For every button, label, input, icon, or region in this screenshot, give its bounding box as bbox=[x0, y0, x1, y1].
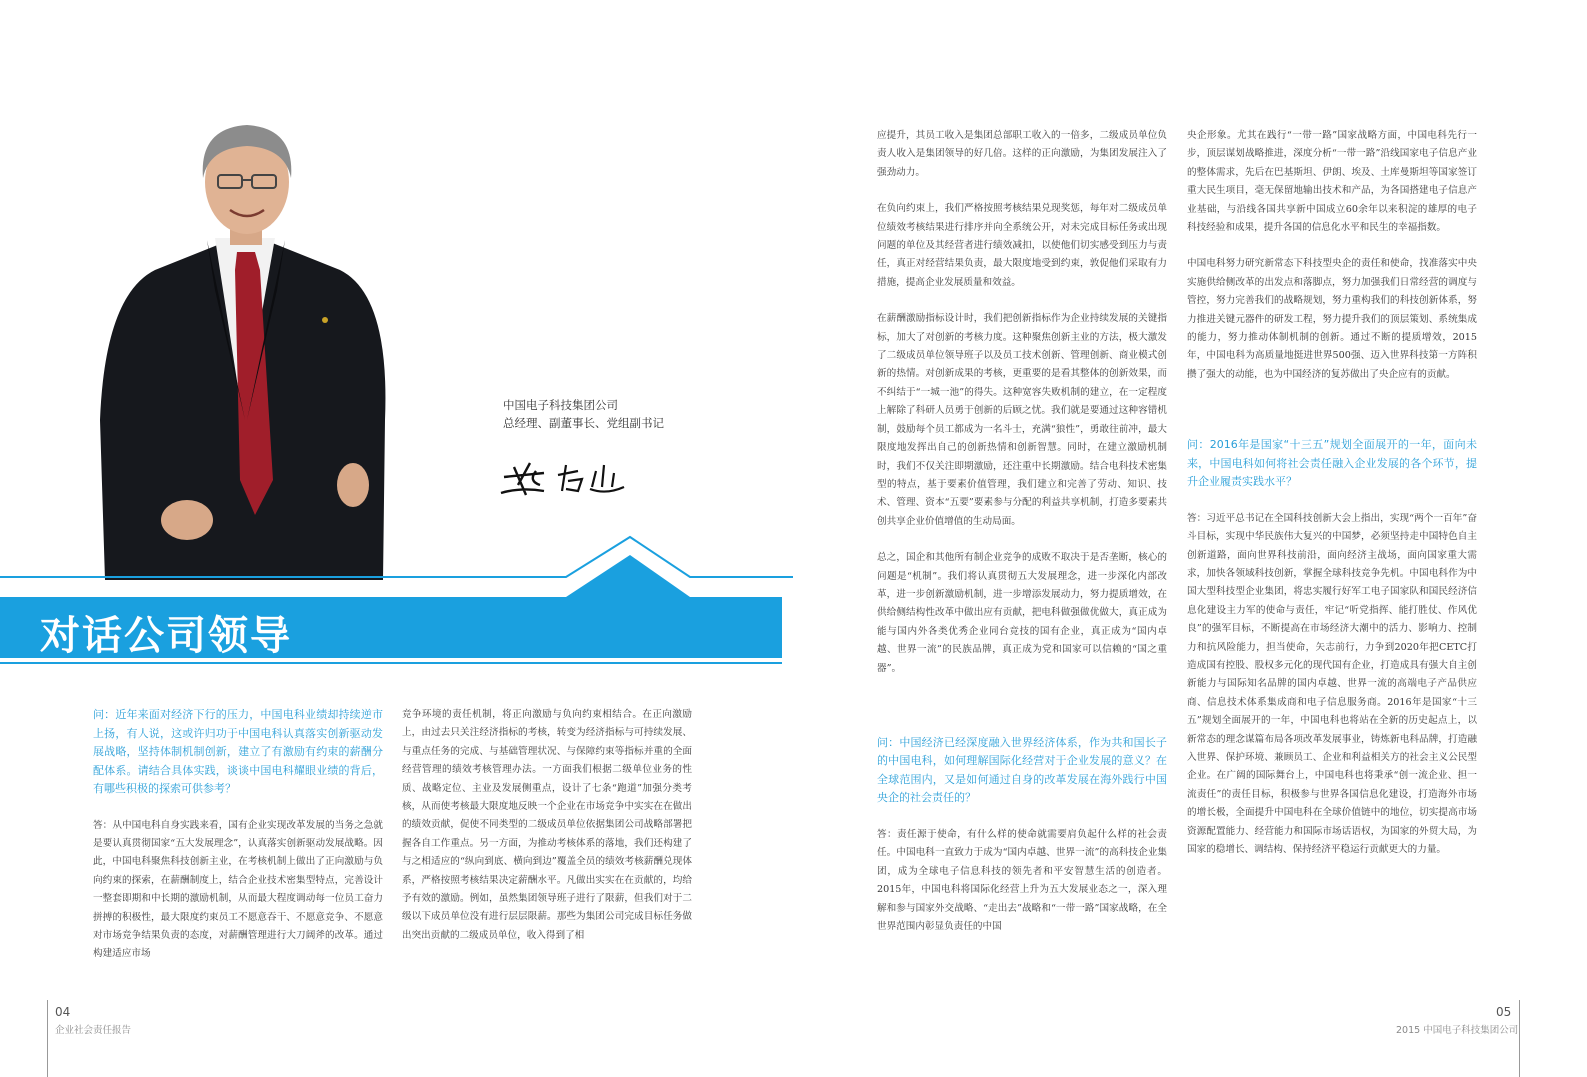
right-column-1 bbox=[877, 127, 1167, 954]
left-column-1 bbox=[93, 706, 383, 982]
answer-1: 答：从中国电科自身实践来看，国有企业实现改革发展的当务之急就是要认真贯彻国家“五大发展理念”，认真落实创新驱动发展战略。因此，中国电科聚焦科技创新主业，在考核机制上做出了正向激励与负向约束的探索，在薪酬制度上，结合企业技术密集型特点，完善设计一整套即期和中长期的激励机制，从而最大程度调动每一位员工奋力拼搏的积极性，最大限度约束员工不愿意吞干、不愿意竞争、不愿意对市场竞争结果负责的态度，对薪酬管理进行大刀阔斧的改革。通过构建适应市场 bbox=[93, 819, 383, 960]
spacer bbox=[1187, 402, 1477, 436]
caption-company: 中国电子科技集团公司 bbox=[503, 398, 618, 412]
question-3: 问：2016年是国家“十三五”规划全面展开的一年，面向未来，中国电科如何将社会责任融入企业发展的各个环节，提升企业履责实践水平？ bbox=[1187, 438, 1477, 489]
answer-1-para-a: 应提升，其员工收入是集团总部职工收入的一倍多，二级成员单位负责人收入是集团领导的好几倍。这样的正向激励，为集团发展注入了强劲动力。 bbox=[877, 130, 1167, 178]
answer-2: 答：责任源于使命，有什么样的使命就需要肩负起什么样的社会责任。中国电科一直致力于成为“国内卓越、世界一流”的高科技企业集团，成为全球电子信息科技的领先者和平安智慧生活的创造者。2015年，中国电科将国际化经营上升为五大发展业态之一，深入理解和参与国家外交战略、“走出去”战略和“一带一路”国家战略，在全世界范围内彰显负责任的中国 bbox=[877, 828, 1167, 932]
answer-1-para-d: 总之，国企和其他所有制企业竞争的成败不取决于是否垄断，核心的问题是“机制”。我们将认真贯彻五大发展理念，进一步深化内部改革，进一步创新激励机制，进一步增添发展动力，努力提质增效，在供给侧结构性改革中做出应有贡献，把电科做强做优做大，真正成为能与国内外各类优秀企业同台竞技的国有企业，真正成为“国内卓越、世界一流”的民族品牌，真正成为党和国家可以信赖的“国之重器”。 bbox=[877, 552, 1167, 674]
answer-2-para-a: 央企形象。尤其在践行“一带一路”国家战略方面，中国电科先行一步，顶层谋划战略推进，深度分析“一带一路”沿线国家电子信息产业的整体需求，先后在巴基斯坦、伊朗、埃及、土库曼斯坦等国家签订重大民生项目，毫无保留地输出技术和产品，为各国搭建电子信息产业基础，与沿线各国共享新中国成立60余年以来积淀的雄厚的电子科技经验和成果，提升各国的信息化水平和民生的幸福指数。 bbox=[1187, 130, 1477, 234]
answer-2-para-b: 中国电科努力研究新常态下科技型央企的责任和使命，找准落实中央实施供给侧改革的出发点和落脚点，努力加强我们日常经营的调度与管控，努力完善我们的战略规划，努力重构我们的科技创新体系，努力推进关键元器件的研发工程，努力提升我们的顶层策划、系统集成的能力，努力推动体制机制的创新。通过不断的提质增效，2015年，中国电科为高质量地挺进世界500强、迈入世界科技第一方阵积攒了强大的动能，也为中国经济的复苏做出了央企应有的贡献。 bbox=[1187, 258, 1477, 380]
footer-rule-left bbox=[47, 1000, 48, 1077]
footer-label-right: 2015 中国电子科技集团公司 bbox=[1396, 1025, 1519, 1036]
banner-title: 对话公司领导 bbox=[40, 613, 292, 659]
footer-rule-right bbox=[1519, 1000, 1520, 1077]
right-column-2 bbox=[1187, 127, 1477, 878]
answer-1-continued: 竞争环境的责任机制，将正向激励与负向约束相结合。在正向激励上，由过去只关注经济指标的考核，转变为经济指标与可持续发展、与重点任务的完成、与基础管理状况、与保障约束等指标并重的全面经营管理的绩效考核管理办法。一方面我们根据二级单位业务的性质、战略定位、主业及发展侧重点，设计了七条“跑道”加强分类考核，从而使考核最大限度地反映一个企业在市场竞争中实实在在做出的绩效贡献，促使不同类型的二级成员单位依据集团公司战略部署把握各自工作重点。另一方面，为推动考核体系的落地，我们还构建了与之相适应的“纵向到底、横向到边”覆盖全员的绩效考核薪酬兑现体系，严格按照考核结果决定薪酬水平。凡做出实实在在贡献的，均给予有效的激励。例如，虽然集团领导班子进行了限薪，但我们对于二级以下成员单位没有进行层层限薪。那些为集团公司完成目标任务做出突出贡献的二级成员单位，收入得到了相 bbox=[402, 709, 692, 941]
answer-1-para-c: 在薪酬激励指标设计时，我们把创新指标作为企业持续发展的关键指标，加大了对创新的考核力度。这种聚焦创新主业的方法，极大激发了二级成员单位领导班子以及员工技术创新、管理创新、商业模式创新的热情。对创新成果的考核，更重要的是看其整体的创新效果，而不纠结于“一城一池”的得失。这种宽容失败机制的建立，在一定程度上解除了科研人员勇于创新的后顾之忧。我们就是要通过这种容错机制，鼓励每个员工都成为一名斗士，充满“狼性”，勇敢往前冲，最大限度地发挥出自己的创新热情和创新智慧。同时，在建立激励机制时，我们不仅关注即期激励，还注重中长期激励。结合电科技术密集型的特点，基于要素价值管理，我们建立和完善了劳动、知识、技术、管理、资本“五要”要素参与分配的利益共享机制，打造多要素共创共享企业价值增值的生动局面。 bbox=[877, 313, 1167, 527]
question-2: 问：中国经济已经深度融入世界经济体系，作为共和国长子的中国电科，如何理解国际化经营对于企业发展的意义？在全球范围内，又是如何通过自身的改革发展在海外践行中国央企的社会责任的？ bbox=[877, 735, 1167, 805]
footer-label-left: 企业社会责任报告 bbox=[55, 1025, 132, 1036]
question-1: 问：近年来面对经济下行的压力，中国电科业绩却持续逆市上扬，有人说，这或许归功于中国电科认真落实创新驱动发展战略，坚持体制机制创新，建立了有激励有约束的薪酬分配体系。请结合具体实践，谈谈中国电科耀眼业绩的背后，有哪些积极的探索可供参考？ bbox=[93, 708, 383, 795]
left-column-2 bbox=[402, 706, 692, 963]
answer-3: 答：习近平总书记在全国科技创新大会上指出，实现“两个一百年”奋斗目标，实现中华民族伟大复兴的中国梦，必须坚持走中国特色自主创新道路，面向世界科技前沿，面向经济主战场，面向国家重大需求，加快各领域科技创新，掌握全球科技竞争先机。中国电科作为中国大型科技型企业集团，将忠实履行好军工电子国家队和国民经济信息化建设主力军的使命与责任，牢记“听党指挥、能打胜仗、作风优良”的强军目标，不断提高在市场经济大潮中的活力、影响力、控制力和抗风险能力，担当使命，矢志前行，力争到2020年把CETC打造成国有控股、股权多元化的现代国有企业，打造成具有强大自主创新能力与国际知名品牌的国内卓越、世界一流的高端电子产品供应商、信息技术体系集成商和电子信息服务商。2016年是国家“十三五”规划全面展开的一年，中国电科也将站在全新的历史起点上，以新常态的理念谋篇布局各项改革发展事业，铸炼新电科品牌，打造融入世界、保护环境、兼顾员工、企业和利益相关方的社会主义公民型企业。在广阔的国际舞台上，中国电科也将秉承“创一流企业、担一流责任”的责任目标，积极参与世界各国信息化建设，打造海外市场的增长极，全面提升中国电科在全球价值链中的地位，切实提高市场资源配置能力、经营能力和国际市场话语权，为国家的外贸大局，为国家的稳增长、调结构、保持经济平稳运行贡献更大的力量。 bbox=[1187, 512, 1477, 856]
handwritten-signature bbox=[496, 455, 631, 504]
left-page bbox=[0, 0, 793, 1077]
answer-1-para-b: 在负向约束上，我们严格按照考核结果兑现奖惩，每年对二级成员单位绩效考核结果进行排序并向全系统公开，对未完成目标任务或出现问题的单位及其经营者进行绩效减扣，以使他们切实感受到压力与责任，真正对经营结果负责，最大限度地受到约束，敦促他们采取有力措施，提高企业发展质量和效益。 bbox=[877, 203, 1167, 288]
executive-portrait bbox=[95, 120, 395, 580]
spacer bbox=[877, 696, 1167, 734]
executive-caption bbox=[503, 396, 664, 432]
page-number-left: 04 bbox=[55, 1005, 71, 1019]
caption-role: 总经理、副董事长、党组副书记 bbox=[503, 416, 664, 430]
page-number-right: 05 bbox=[1496, 1005, 1512, 1019]
